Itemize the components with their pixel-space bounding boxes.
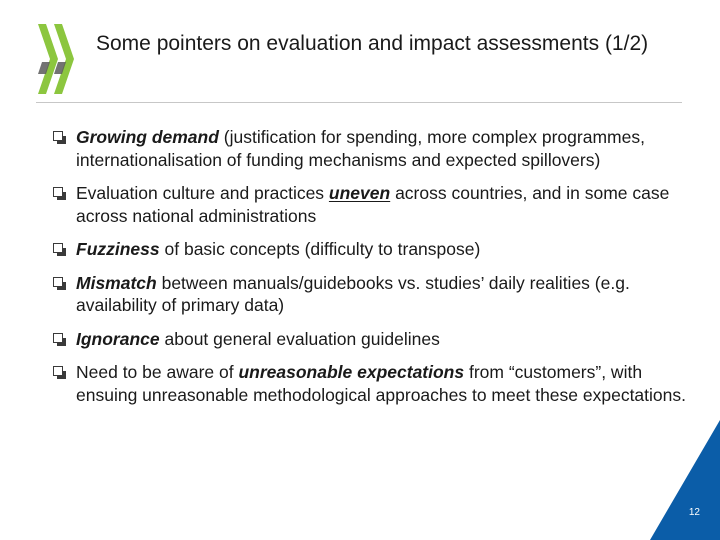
bullet-list: [52, 126, 702, 417]
bullet-item: [52, 182, 702, 227]
oecd-logo: [36, 20, 80, 98]
bullet-emphasis: Ignorance: [76, 328, 160, 349]
bullet-text: Need to be aware of: [76, 362, 239, 382]
checkbox-bullet-icon: [53, 187, 63, 197]
page-number: 12: [688, 507, 700, 518]
checkbox-bullet-icon: [53, 366, 63, 376]
bullet-emphasis: Mismatch: [76, 272, 157, 293]
bullet-text: between manuals/guidebooks vs. studies’ daily realities (e.g. availability of primary data): [76, 272, 630, 315]
bullet-text: (justification for spending, more complex programmes, internationalisation of funding mechanisms and expected spillovers): [76, 127, 645, 170]
bullet-item: [52, 361, 702, 406]
bullet-item: [52, 328, 702, 351]
bullet-item: [52, 238, 702, 261]
checkbox-bullet-icon: [53, 243, 63, 253]
title-divider: [36, 102, 682, 103]
bullet-text: across countries, and in some case across national administrations: [76, 183, 670, 226]
bullet-text: about general evaluation guidelines: [159, 328, 440, 349]
bullet-emphasis: uneven: [328, 183, 391, 203]
bullet-text: of basic concepts (difficulty to transpose): [159, 239, 481, 259]
checkbox-bullet-icon: [53, 131, 63, 141]
logo-chevron-green-left: [38, 24, 58, 94]
bullet-text: from “customers”, with ensuing unreasonable methodological approaches to meet these expectations.: [76, 362, 686, 405]
bullet-emphasis: Growing demand: [76, 127, 219, 147]
bullet-item: [52, 126, 702, 171]
checkbox-bullet-icon: [53, 333, 63, 343]
bullet-text: Evaluation culture and practices: [76, 183, 329, 203]
slide-title: Some pointers on evaluation and impact assessments (1/2): [96, 32, 649, 55]
checkbox-bullet-icon: [53, 277, 63, 287]
bullet-emphasis: Fuzziness: [76, 239, 160, 259]
bullet-emphasis: unreasonable expectations: [238, 362, 465, 382]
corner-accent: [650, 420, 720, 540]
bullet-item: [52, 272, 702, 317]
